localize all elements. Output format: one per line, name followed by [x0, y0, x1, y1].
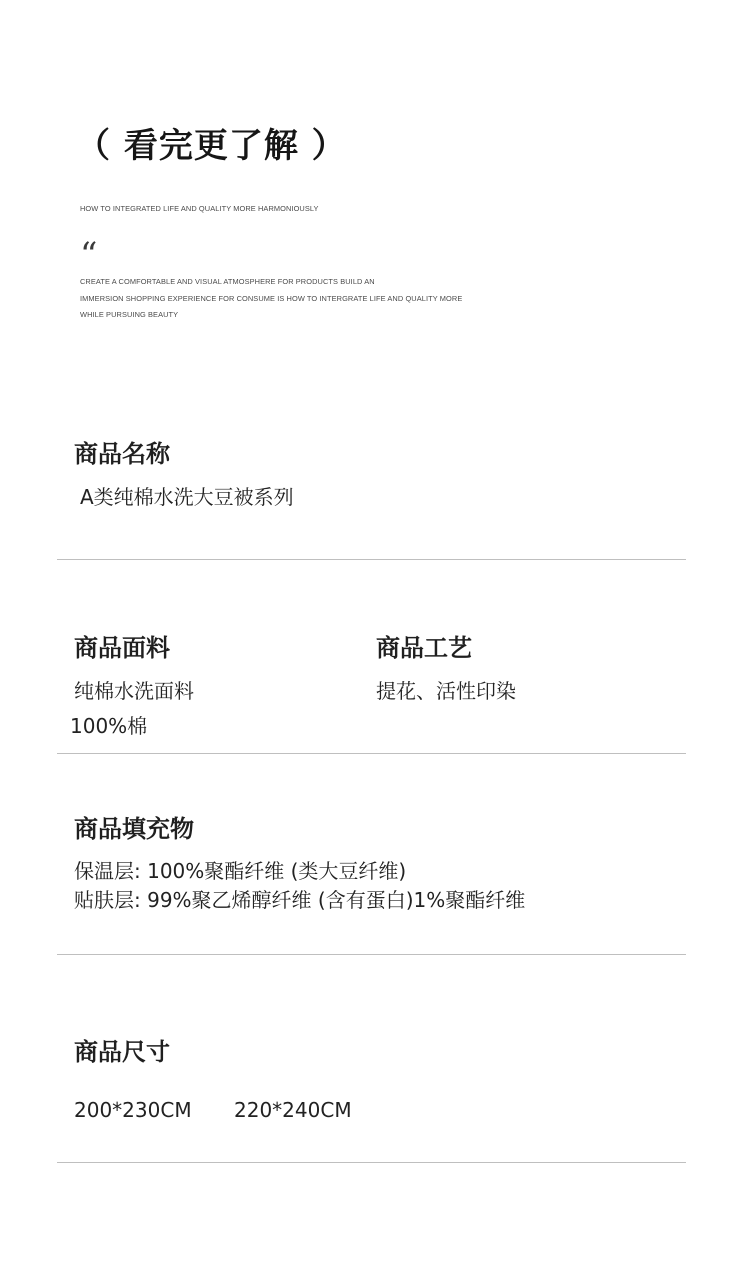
- product-name-value: A类纯棉水洗大豆被系列: [80, 485, 294, 509]
- divider: [57, 954, 686, 955]
- quote-line: CREATE A COMFORTABLE AND VISUAL ATMOSPHERE FOR PRODUCTS BUILD AN: [80, 277, 375, 286]
- size-option: 200*230CM: [74, 1098, 192, 1122]
- product-name-heading: 商品名称: [74, 440, 170, 468]
- filling-value: 保温层: 100%聚酯纤维 (类大豆纤维): [74, 859, 407, 883]
- divider: [57, 559, 686, 560]
- craft-heading: 商品工艺: [376, 634, 472, 662]
- craft-value: 提花、活性印染: [376, 679, 516, 703]
- filling-value: 贴肤层: 99%聚乙烯醇纤维 (含有蛋白)1%聚酯纤维: [74, 888, 526, 912]
- intro-subtitle: HOW TO INTEGRATED LIFE AND QUALITY MORE HARMONIOUSLY: [80, 204, 319, 213]
- divider: [57, 1162, 686, 1163]
- fabric-heading: 商品面料: [74, 634, 170, 662]
- quote-mark-icon: “: [80, 235, 98, 275]
- quote-line: IMMERSION SHOPPING EXPERIENCE FOR CONSUME IS HOW TO INTERGRATE LIFE AND QUALITY MORE: [80, 294, 463, 303]
- page-title: （ 看完更了解 ）: [76, 126, 347, 166]
- divider: [57, 753, 686, 754]
- filling-heading: 商品填充物: [74, 815, 194, 843]
- fabric-value: 100%棉: [70, 714, 148, 738]
- quote-line: WHILE PURSUING BEAUTY: [80, 310, 179, 319]
- fabric-value: 纯棉水洗面料: [74, 679, 194, 703]
- size-option: 220*240CM: [234, 1098, 352, 1122]
- size-heading: 商品尺寸: [74, 1038, 170, 1066]
